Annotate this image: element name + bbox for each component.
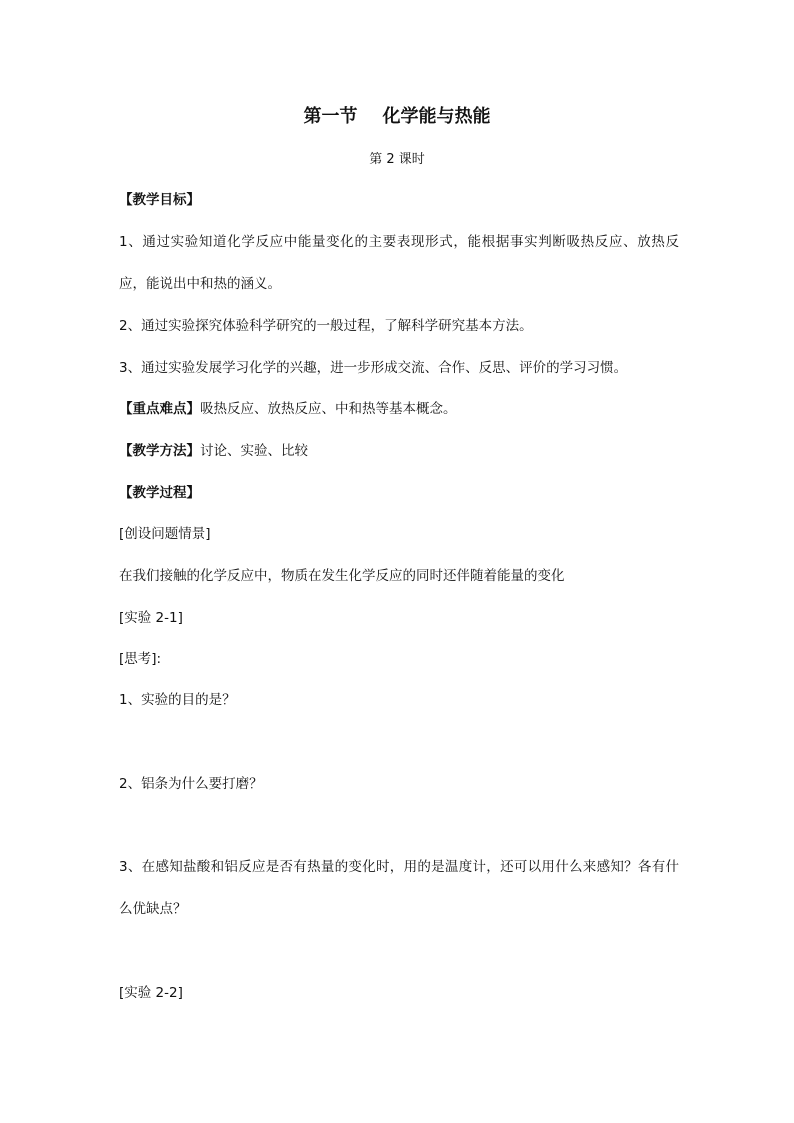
goal-item-3: 3、通过实验发展学习化学的兴趣，进一步形成交流、合作、反思、评价的学习习惯。: [119, 360, 628, 376]
lesson-subtitle: 第 2 课时: [369, 152, 425, 167]
goal-item-1: 1、通过实验知道化学反应中能量变化的主要表现形式，能根据事实判断吸热反应、放热反应，能说出中和热的涵义。: [119, 234, 679, 292]
think-label: [思考]:: [119, 651, 162, 667]
methods-paragraph: [119, 441, 308, 461]
methods-text: 讨论、实验、比较: [200, 443, 308, 459]
process-heading: 【教学过程】: [119, 485, 200, 501]
key-points-heading: 【重点难点】: [119, 401, 200, 417]
scene-label: [创设问题情景]: [119, 526, 211, 542]
goals-heading: 【教学目标】: [119, 192, 200, 208]
scene-text: 在我们接触的化学反应中，物质在发生化学反应的同时还伴随着能量的变化: [119, 568, 565, 584]
key-points-paragraph: [119, 399, 457, 419]
experiment-2-2-label: [实验 2-2]: [119, 985, 183, 1001]
key-points-text: 吸热反应、放热反应、中和热等基本概念。: [200, 401, 457, 417]
question-1: 1、实验的目的是？: [119, 692, 236, 708]
methods-heading: 【教学方法】: [119, 443, 200, 459]
goal-item-2: 2、通过实验探究体验科学研究的一般过程，了解科学研究基本方法。: [119, 318, 533, 334]
section-title: 第一节 化学能与热能: [303, 106, 491, 127]
question-2: 2、铝条为什么要打磨？: [119, 776, 263, 792]
question-3: 3、在感知盐酸和铝反应是否有热量的变化时，用的是温度计，还可以用什么来感知？各有什么优缺点？: [119, 859, 679, 917]
experiment-2-1-label: [实验 2-1]: [119, 610, 183, 626]
